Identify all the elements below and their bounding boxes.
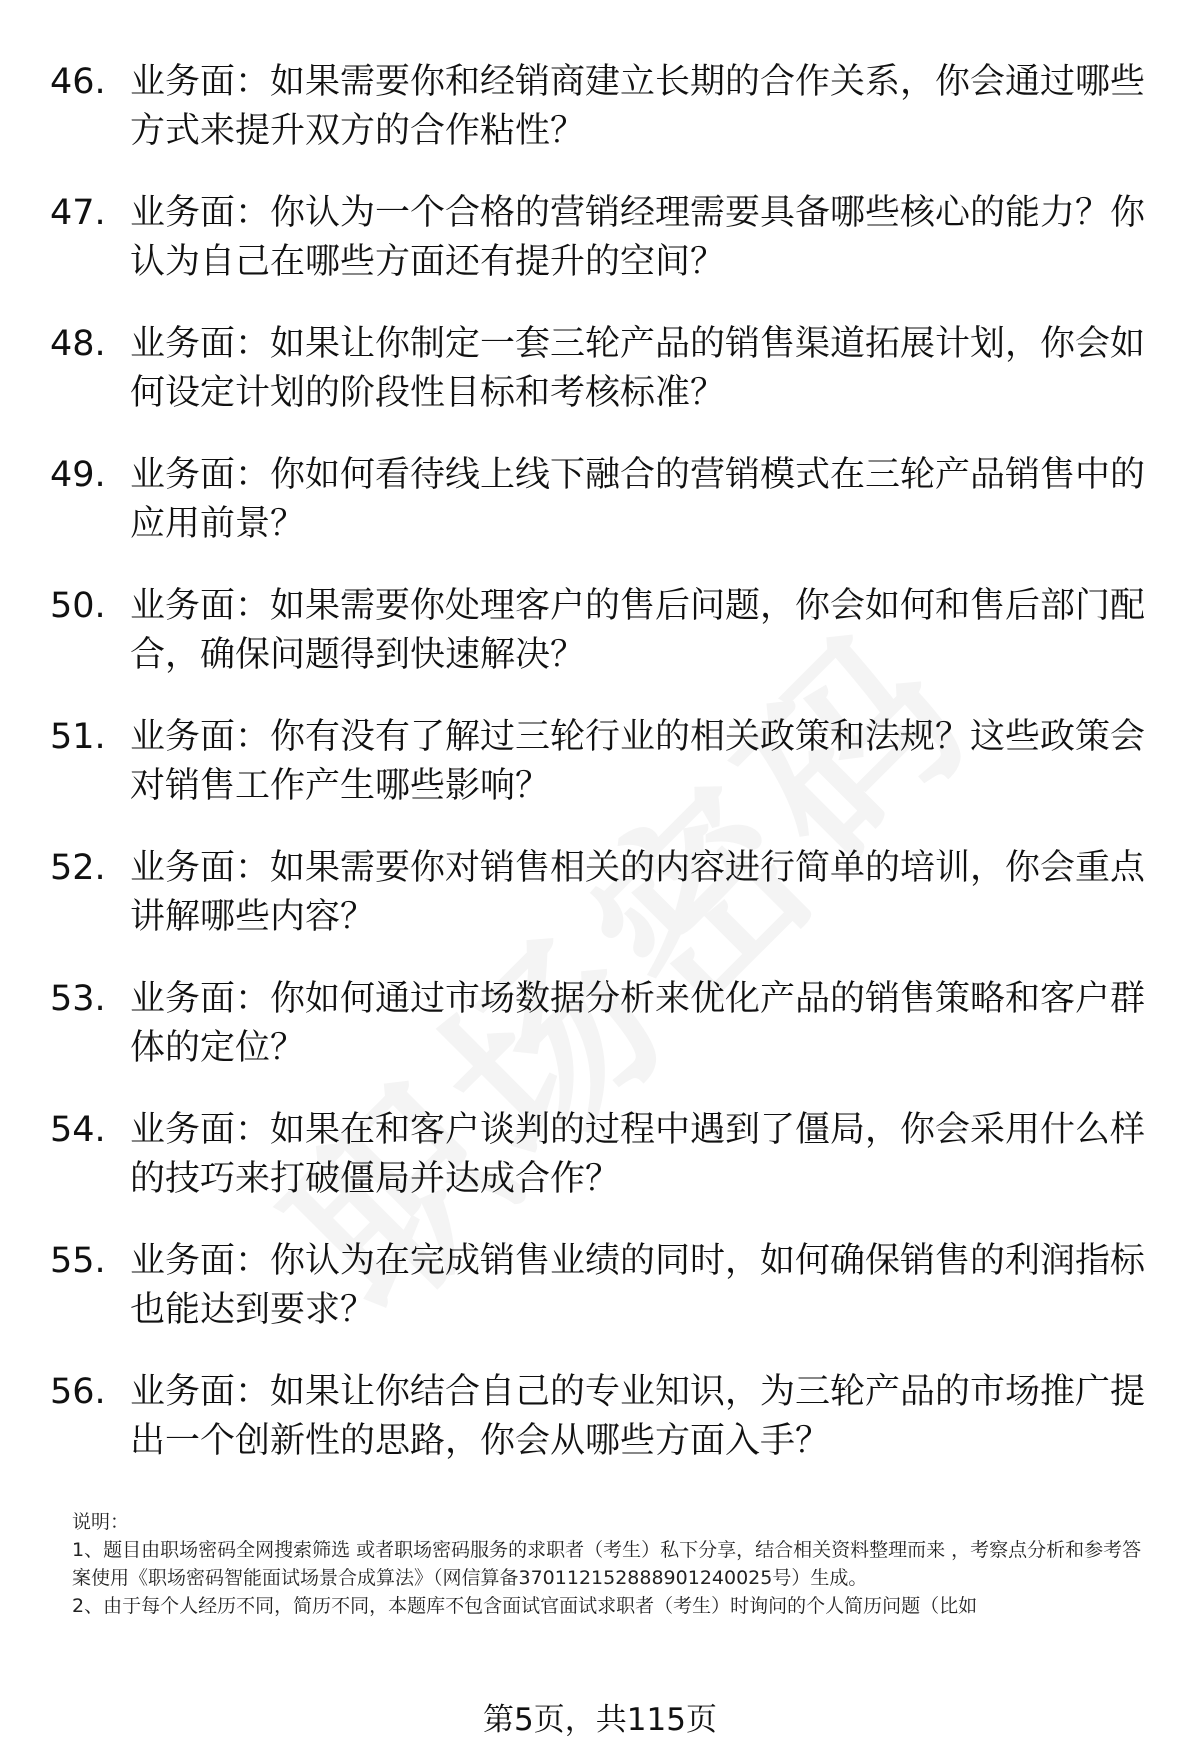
page-footer: 第5页，共115页 [483, 1702, 717, 1738]
question-item [50, 1368, 1160, 1466]
notes-section [72, 1508, 1152, 1620]
question-number: 56. [50, 1372, 106, 1412]
question-item [50, 713, 1160, 811]
question-number: 47. [50, 193, 106, 233]
question-number: 52. [50, 848, 106, 888]
question-item [50, 582, 1160, 680]
question-number: 46. [50, 62, 106, 102]
question-item [50, 451, 1160, 549]
question-number: 53. [50, 979, 106, 1019]
question-number: 54. [50, 1110, 106, 1150]
question-text: 业务面：如果需要你处理客户的售后问题，你会如何和售后部门配合，确保问题得到快速解决？ [130, 586, 1146, 675]
question-item [50, 58, 1160, 156]
question-text: 业务面：你有没有了解过三轮行业的相关政策和法规？这些政策会对销售工作产生哪些影响？ [130, 717, 1146, 806]
question-item [50, 844, 1160, 942]
notes-item-1: 1、题目由职场密码全网搜索筛选 或者职场密码服务的求职者（考生）私下分享，结合相关资料整理而来 ，考察点分析和参考答案使用《职场密码智能面试场景合成算法》（网信算备370112152888901240025号）生成。 [72, 1539, 1142, 1589]
question-text: 业务面：你认为一个合格的营销经理需要具备哪些核心的能力？你认为自己在哪些方面还有提升的空间？ [130, 193, 1146, 282]
question-item [50, 320, 1160, 418]
question-text: 业务面：如果需要你对销售相关的内容进行简单的培训，你会重点讲解哪些内容？ [130, 848, 1146, 937]
question-number: 55. [50, 1241, 106, 1281]
question-item [50, 189, 1160, 287]
question-text: 业务面：你认为在完成销售业绩的同时，如何确保销售的利润指标也能达到要求？ [130, 1241, 1146, 1330]
notes-heading: 说明： [72, 1511, 130, 1533]
question-text: 业务面：如果让你结合自己的专业知识，为三轮产品的市场推广提出一个创新性的思路，你会从哪些方面入手？ [130, 1372, 1146, 1461]
question-text: 业务面：如果在和客户谈判的过程中遇到了僵局，你会采用什么样的技巧来打破僵局并达成合作？ [130, 1110, 1146, 1199]
question-text: 业务面：如果需要你和经销商建立长期的合作关系，你会通过哪些方式来提升双方的合作粘性？ [130, 62, 1146, 151]
question-number: 49. [50, 455, 106, 495]
question-text: 业务面：你如何看待线上线下融合的营销模式在三轮产品销售中的应用前景？ [130, 455, 1146, 544]
question-list [50, 58, 1160, 1499]
question-number: 50. [50, 586, 106, 626]
question-text: 业务面：如果让你制定一套三轮产品的销售渠道拓展计划，你会如何设定计划的阶段性目标和考核标准？ [130, 324, 1146, 413]
question-item [50, 1237, 1160, 1335]
question-number: 48. [50, 324, 106, 364]
question-text: 业务面：你如何通过市场数据分析来优化产品的销售策略和客户群体的定位？ [130, 979, 1146, 1068]
question-item [50, 1106, 1160, 1204]
question-number: 51. [50, 717, 106, 757]
notes-item-2: 2、由于每个人经历不同，简历不同，本题库不包含面试官面试求职者（考生）时询问的个人简历问题（比如 [72, 1595, 978, 1617]
question-item [50, 975, 1160, 1073]
